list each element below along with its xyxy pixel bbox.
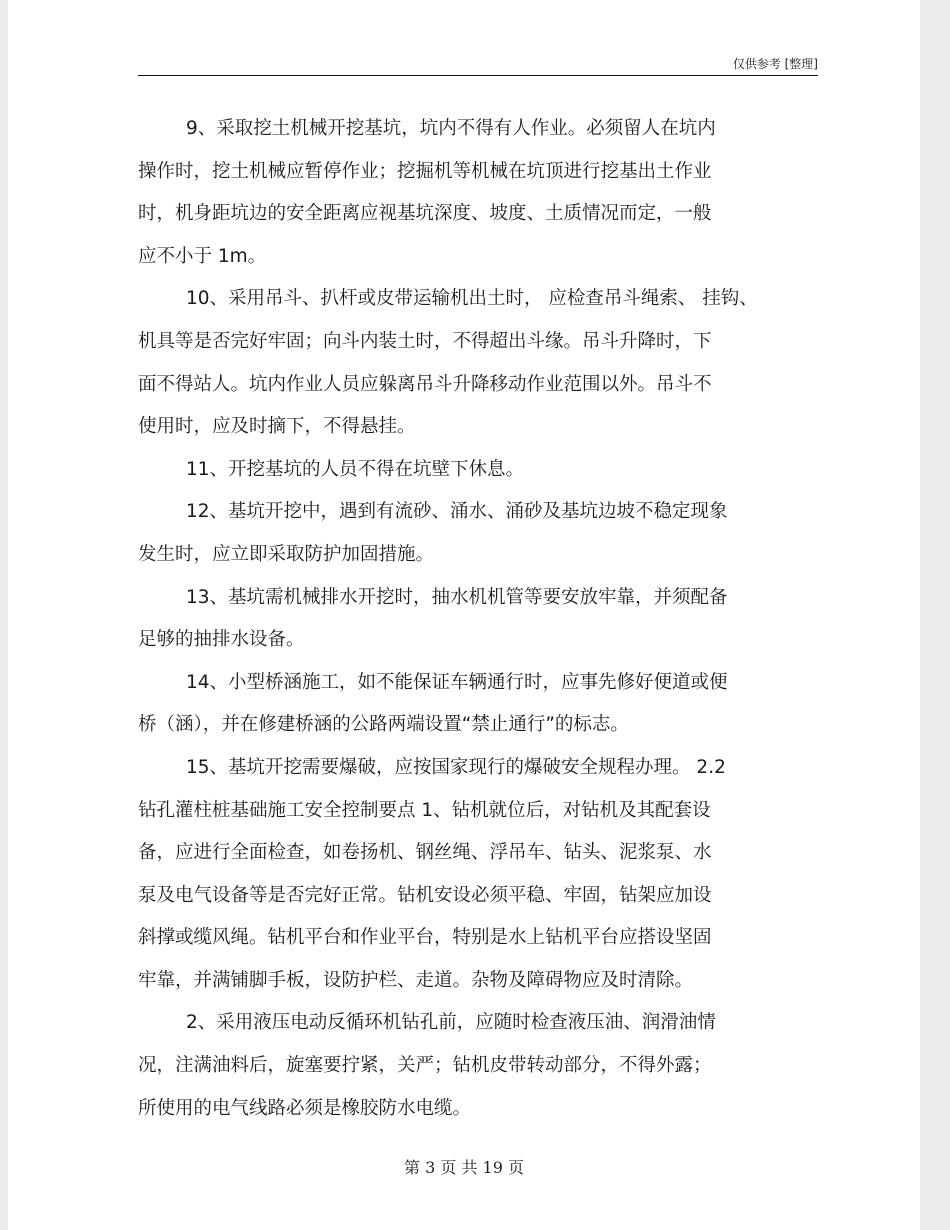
paragraph-line: 13、基坑需机械排水开挖时，抽水机机管等要安放牢靠，并须配备: [186, 586, 728, 608]
paragraph-line: 时，机身距坑边的安全距离应视基坑深度、坡度、土质情况而定，一般: [138, 203, 712, 225]
page-number: 第 3 页 共 19 页: [404, 1158, 524, 1177]
paragraph-line: 所使用的电气线路必须是橡胶防水电缆。: [138, 1097, 472, 1119]
paragraph-line: 10、采用吊斗、扒杆或皮带运输机出土时， 应检查吊斗绳索、 挂钩、: [186, 288, 758, 310]
paragraph-line: 备，应进行全面检查，如卷扬机、钢丝绳、浮吊车、钻头、泥浆泵、水: [138, 842, 712, 864]
paragraph-line: 15、基坑开挖需要爆破，应按国家现行的爆破安全规程办理。 2.2: [186, 756, 726, 778]
paragraph-line: 9、采取挖土机械开挖基坑，坑内不得有人作业。必须留人在坑内: [186, 118, 716, 139]
paragraph-line: 泵及电气设备等是否完好正常。钻机安设必须平稳、牢固，钻架应加设: [138, 884, 712, 906]
body-text: [138, 108, 818, 1130]
header-divider: [138, 75, 818, 76]
paragraph-line: 14、小型桥涵施工，如不能保证车辆通行时，应事先修好便道或便: [186, 671, 728, 693]
paragraph-line: 况，注满油料后，旋塞要拧紧，关严；钻机皮带转动部分，不得外露；: [138, 1055, 712, 1077]
header-note: 仅供参考 [整理]: [732, 57, 818, 71]
paragraph-line: 发生时，应立即采取防护加固措施。: [138, 543, 435, 565]
paragraph-line: 2、采用液压电动反循环机钻孔前，应随时检查液压油、润滑油情: [186, 1012, 716, 1034]
paragraph-line: 使用时，应及时摘下，不得悬挂。: [138, 416, 416, 438]
paragraph-line: 操作时，挖土机械应暂停作业；挖掘机等机械在坑顶进行挖基出土作业: [138, 160, 712, 182]
paragraph-line: 应不小于 1m。: [138, 245, 267, 267]
paragraph-line: 牢靠，并满铺脚手板，设防护栏、走道。杂物及障碍物应及时清除。: [138, 969, 694, 991]
paragraph-line: 斜撑或缆风绳。钻机平台和作业平台，特别是水上钻机平台应搭设坚固: [138, 927, 712, 949]
paragraph-line: 11、开挖基坑的人员不得在坑壁下休息。: [186, 458, 525, 480]
paragraph-line: 机具等是否完好牢固；向斗内装土时，不得超出斗缘。吊斗升降时，下: [138, 330, 712, 352]
paragraph-line: 12、基坑开挖中，遇到有流砂、涌水、涌砂及基坑边坡不稳定现象: [186, 501, 728, 523]
paragraph-line: 钻孔灌柱桩基础施工安全控制要点 1、钻机就位后，对钻机及其配套设: [138, 799, 711, 821]
document-page: [8, 0, 920, 1230]
paragraph-line: 面不得站人。坑内作业人员应躲离吊斗升降移动作业范围以外。吊斗不: [138, 373, 712, 395]
paragraph-line: 桥（涵），并在修建桥涵的公路两端设置“禁止通行”的标志。: [138, 714, 629, 736]
paragraph-line: 足够的抽排水设备。: [138, 629, 305, 651]
